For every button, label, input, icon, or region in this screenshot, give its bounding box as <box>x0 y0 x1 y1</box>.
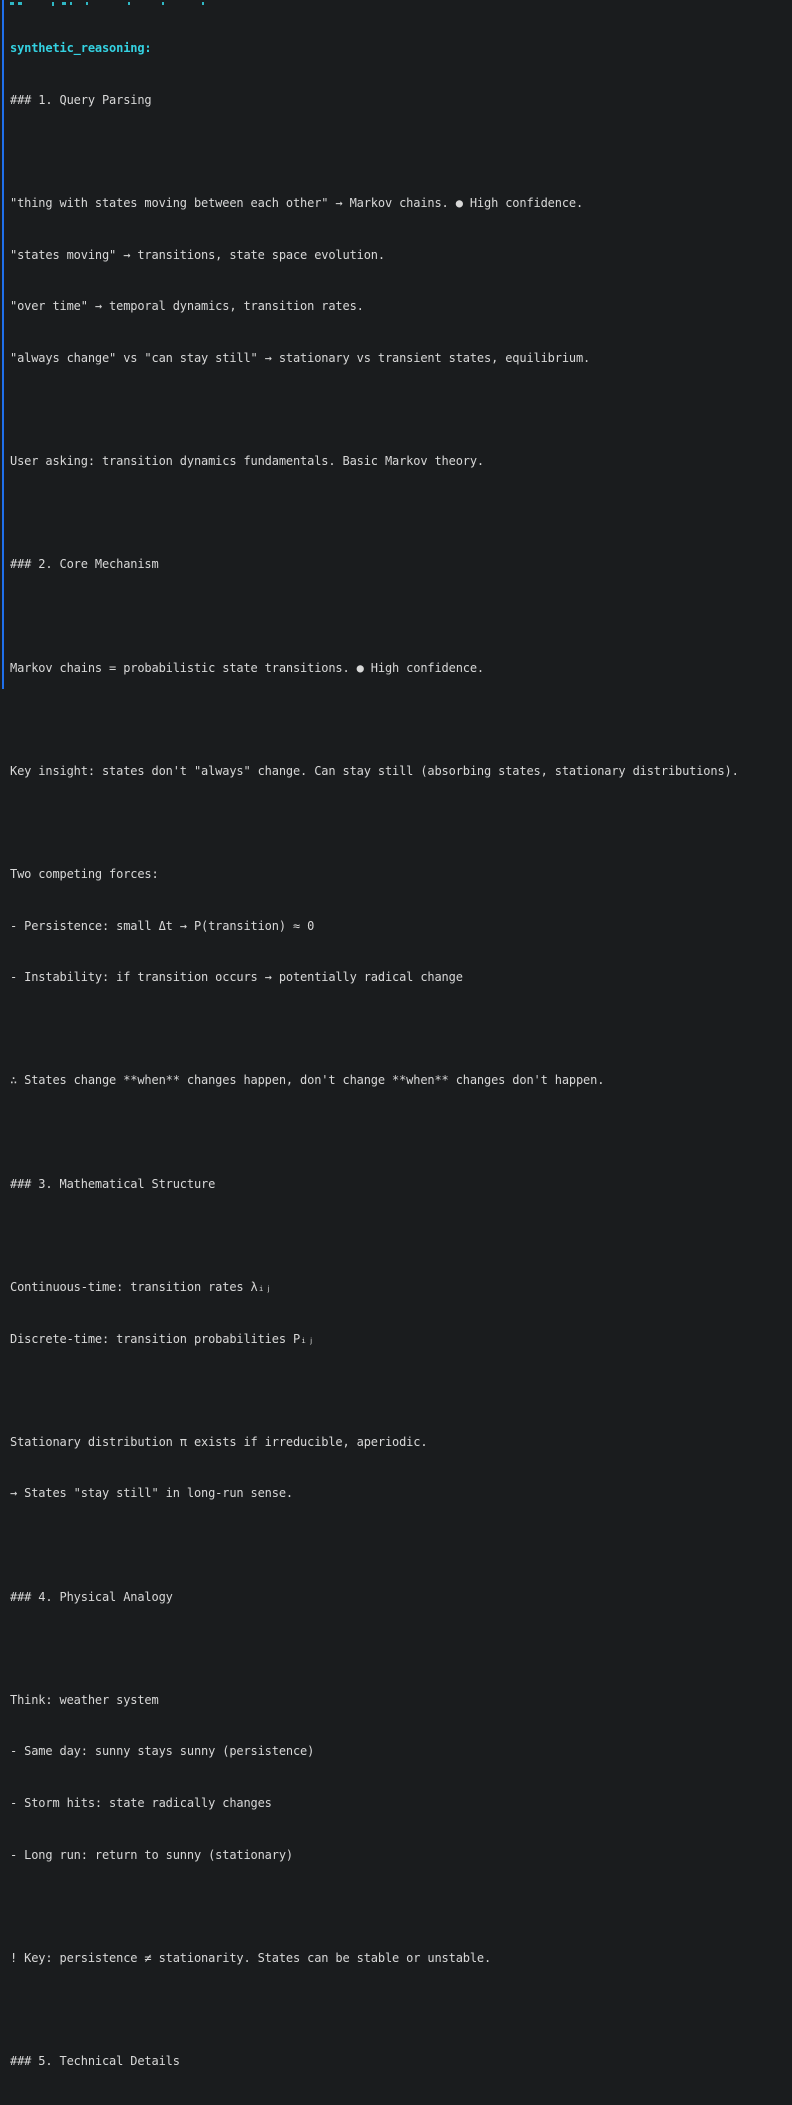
output-line <box>10 1124 792 1141</box>
output-line: "over time" → temporal dynamics, transition rates. <box>10 299 364 314</box>
output-line <box>10 402 792 419</box>
output-line <box>10 711 792 728</box>
output-line: - Instability: if transition occurs → potentially radical change <box>10 970 463 985</box>
output-line <box>10 1227 792 1244</box>
section-heading: ### 2. Core Mechanism <box>10 557 159 572</box>
output-line: User asking: transition dynamics fundamentals. Basic Markov theory. <box>10 454 484 469</box>
reasoning-title: synthetic_reasoning: <box>10 41 152 56</box>
output-line <box>10 608 792 625</box>
active-pane-indicator <box>2 0 4 689</box>
section-heading: ### 4. Physical Analogy <box>10 1589 173 1604</box>
output-line: "always change" vs "can stay still" → stationary vs transient states, equilibrium. <box>10 351 591 366</box>
output-line: - Persistence: small Δt → P(transition) ≈ 0 <box>10 918 315 933</box>
output-line <box>10 505 792 522</box>
output-line <box>10 1537 792 1554</box>
output-line <box>10 1898 792 1915</box>
output-line: Markov chains = probabilistic state transitions. ● High confidence. <box>10 660 484 675</box>
output-line <box>10 1382 792 1399</box>
section-heading: ### 1. Query Parsing <box>10 93 152 108</box>
output-line: ! Key: persistence ≠ stationarity. States can be stable or unstable. <box>10 1950 492 1965</box>
output-line: Think: weather system <box>10 1692 159 1707</box>
section-heading: ### 5. Technical Details <box>10 2053 180 2068</box>
output-line: → States "stay still" in long-run sense. <box>10 1486 293 1501</box>
output-line: "states moving" → transitions, state space evolution. <box>10 247 385 262</box>
output-line: Key insight: states don't "always" change. Can stay still (absorbing states, stationary distributions). <box>10 763 739 778</box>
section-heading: ### 3. Mathematical Structure <box>10 1176 216 1191</box>
terminal-output <box>10 6 792 2068</box>
output-line <box>10 1021 792 1038</box>
output-line: - Storm hits: state radically changes <box>10 1795 272 1810</box>
output-line: "thing with states moving between each other" → Markov chains. ● High confidence. <box>10 196 584 211</box>
output-line: - Long run: return to sunny (stationary) <box>10 1847 293 1862</box>
output-line <box>10 144 792 161</box>
output-line: Discrete-time: transition probabilities Pᵢⱼ <box>10 1331 315 1346</box>
output-line: ∴ States change **when** changes happen, don't change **when** changes don't happen. <box>10 1073 605 1088</box>
output-line: - Same day: sunny stays sunny (persistence) <box>10 1744 315 1759</box>
output-line: Stationary distribution π exists if irreducible, aperiodic. <box>10 1434 428 1449</box>
output-line <box>10 2001 792 2018</box>
output-line: Two competing forces: <box>10 867 159 882</box>
output-line <box>10 1640 792 1657</box>
output-line <box>10 814 792 831</box>
output-line: Continuous-time: transition rates λᵢⱼ <box>10 1279 272 1294</box>
